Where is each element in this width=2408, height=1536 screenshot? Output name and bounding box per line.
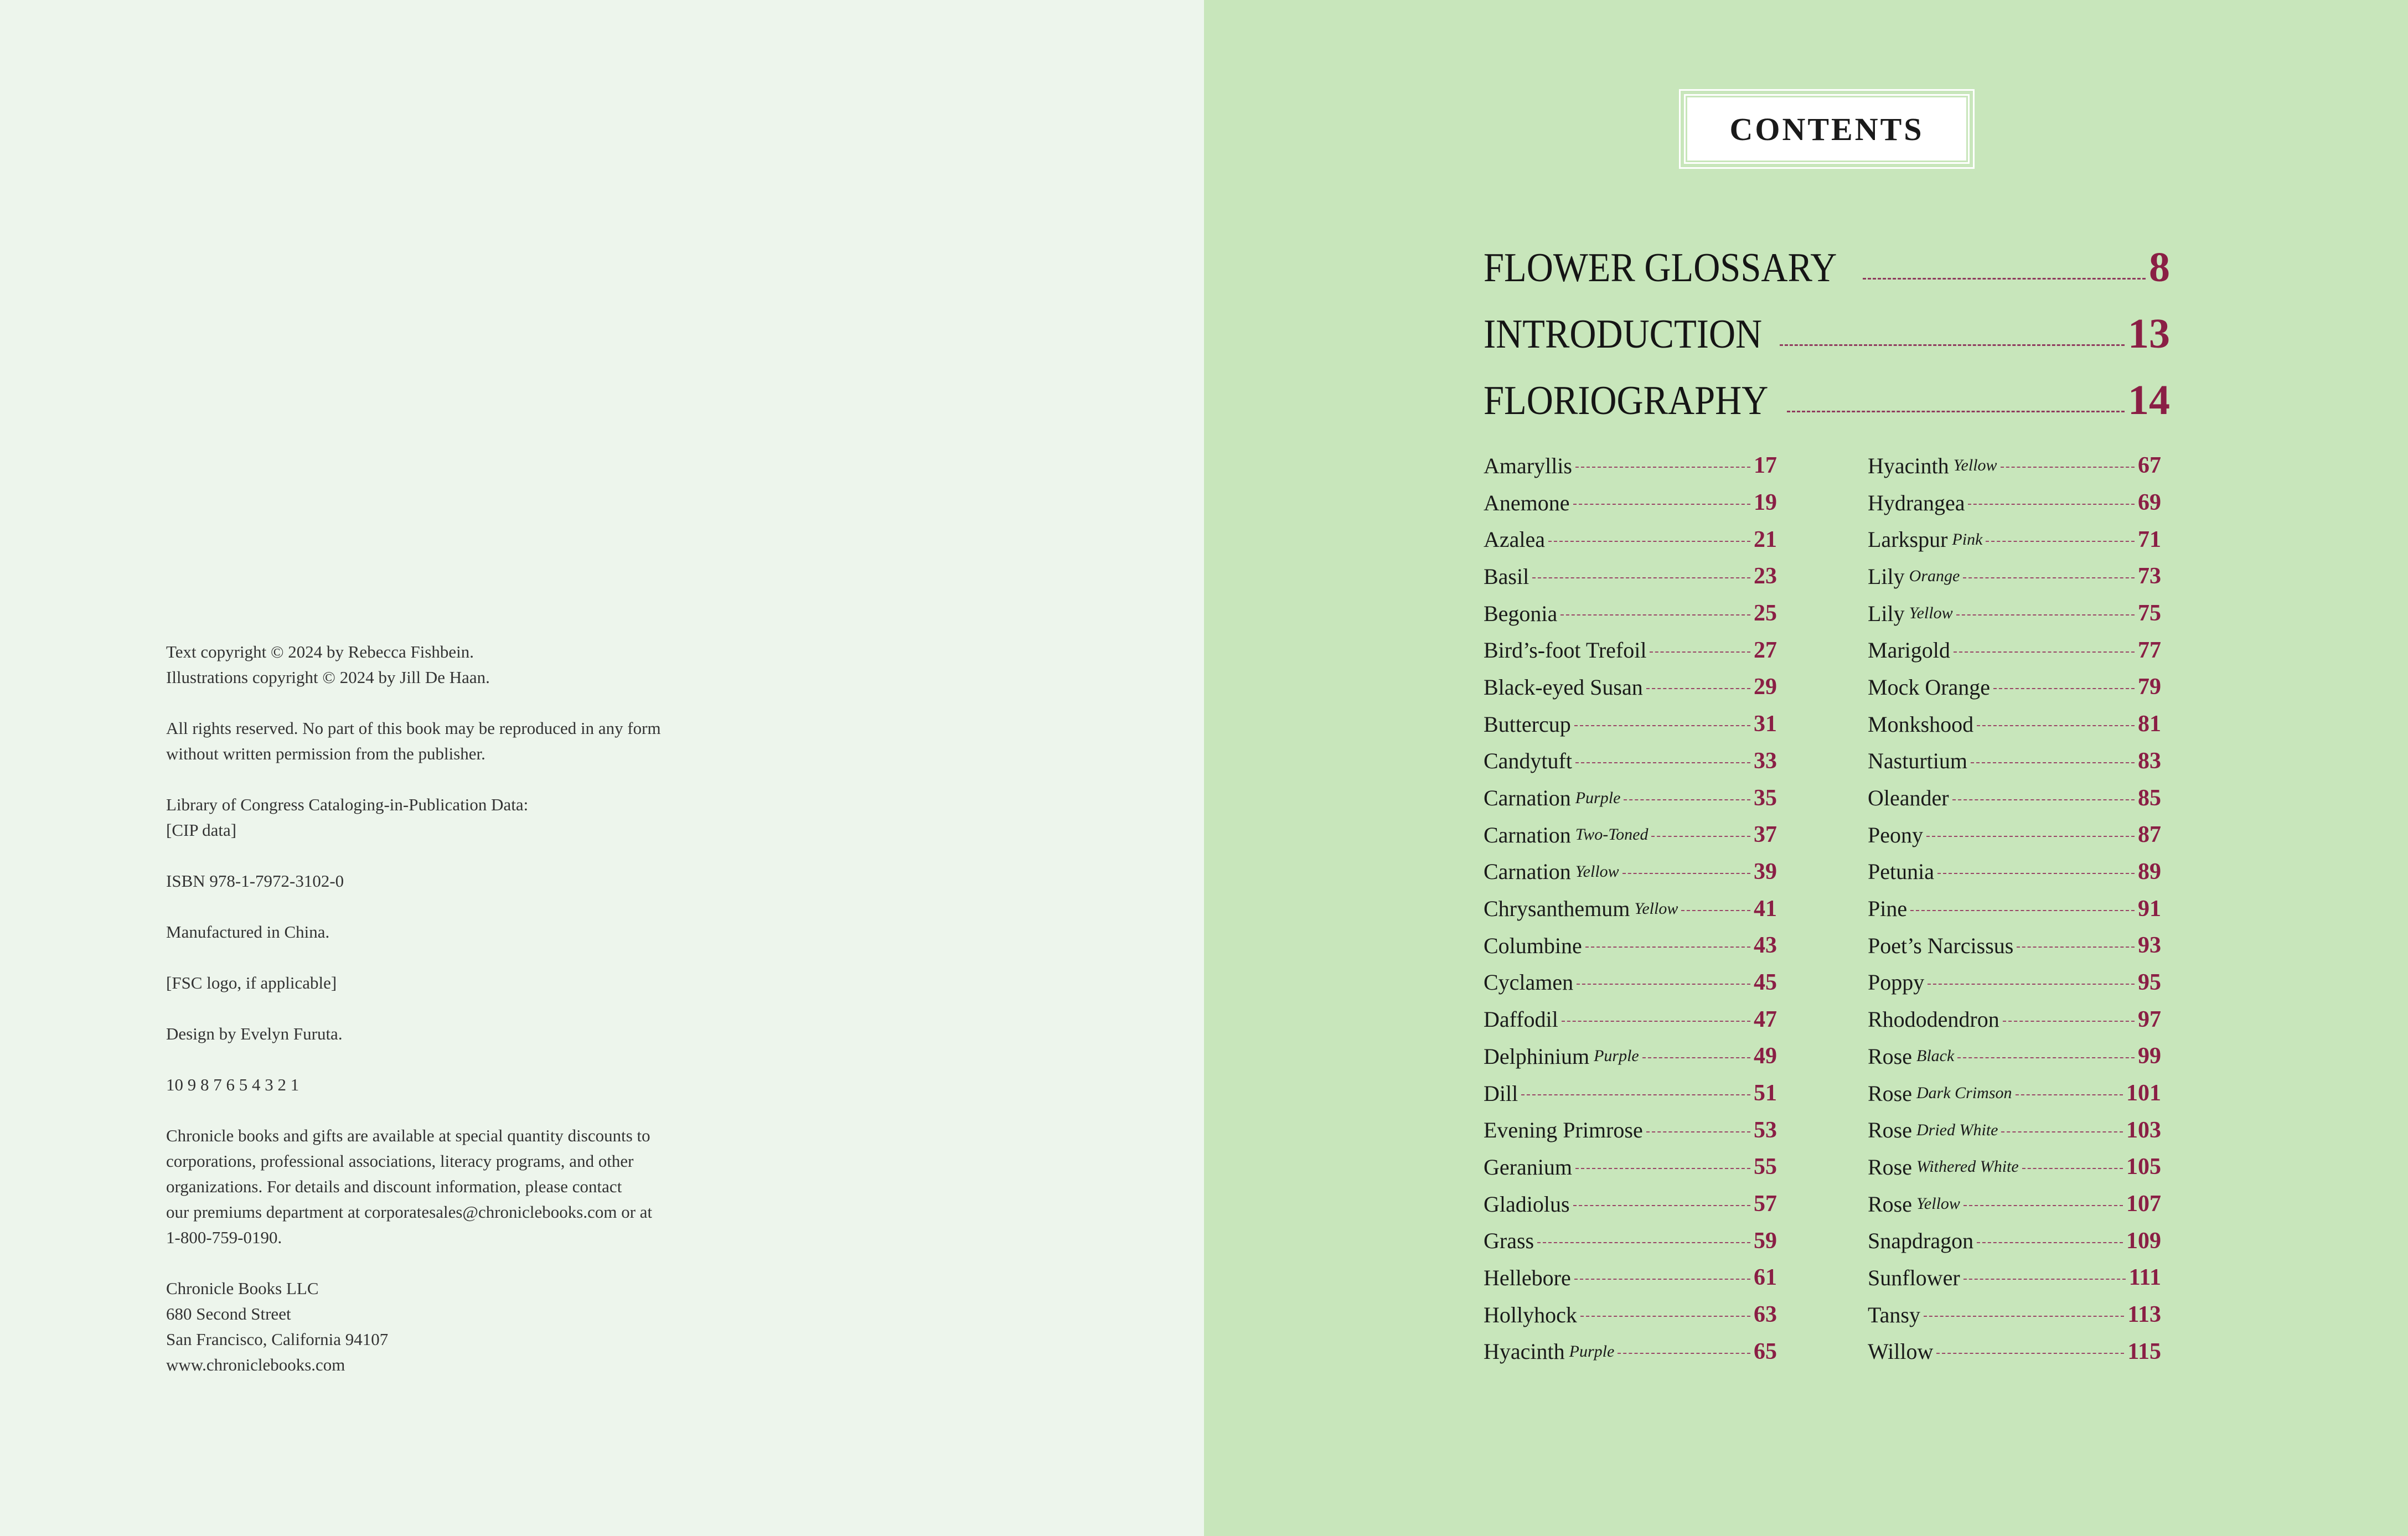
toc-entry-page: 83 — [2138, 748, 2161, 774]
toc-entry-page: 29 — [1754, 674, 1777, 700]
toc-entry-name: Rose — [1868, 1043, 1912, 1069]
toc-entry-name: Buttercup — [1484, 711, 1571, 737]
toc-entry-page: 67 — [2138, 453, 2161, 479]
toc-entry[interactable] — [1868, 927, 2161, 964]
toc-entry-page: 21 — [1754, 526, 1777, 552]
toc-entry-name: Grass — [1484, 1228, 1534, 1254]
toc-leader — [1573, 1205, 1750, 1206]
toc-leader — [1548, 541, 1750, 542]
toc-entry-page: 47 — [1754, 1006, 1777, 1032]
copyright-block — [166, 639, 775, 1403]
toc-entry[interactable] — [1484, 447, 1777, 484]
toc-entry-page: 91 — [2138, 896, 2161, 922]
toc-leader — [1646, 688, 1750, 689]
copyright-paragraph — [166, 868, 775, 894]
toc-entry-page: 55 — [1754, 1154, 1777, 1180]
contents-page — [1204, 0, 2408, 1536]
copyright-line: 10 9 8 7 6 5 4 3 2 1 — [166, 1075, 299, 1094]
toc-leader — [1575, 467, 1750, 468]
toc-entry-name: Rhododendron — [1868, 1007, 1999, 1032]
copyright-line: www.chroniclebooks.com — [166, 1355, 345, 1374]
toc-entry-name: Cyclamen — [1484, 970, 1574, 995]
toc-entry[interactable] — [1868, 1186, 2161, 1223]
toc-entry-page: 85 — [2138, 785, 2161, 811]
toc-entry[interactable] — [1484, 1001, 1777, 1038]
toc-leader — [1650, 651, 1750, 653]
toc-entry-page: 31 — [1754, 711, 1777, 737]
copyright-paragraph — [166, 716, 775, 767]
toc-entry-name: Marigold — [1868, 638, 1950, 663]
copyright-paragraph — [166, 919, 775, 945]
toc-leader — [1681, 910, 1750, 911]
copyright-line: corporations, professional associations, literacy programs, and other — [166, 1151, 634, 1171]
toc-entry-name: Lily — [1868, 563, 1905, 589]
toc-entry-variant: Purple — [1569, 1342, 1615, 1361]
toc-leader — [1575, 1168, 1750, 1169]
toc-entry-name: Oleander — [1868, 785, 1949, 811]
toc-leader — [1928, 984, 2135, 985]
toc-entry-page: 49 — [1754, 1043, 1777, 1069]
toc-entry[interactable] — [1484, 1333, 1777, 1370]
toc-entry[interactable] — [1868, 816, 2161, 854]
toc-major-page: 8 — [2149, 244, 2170, 291]
toc-entry-page: 113 — [2127, 1302, 2161, 1328]
toc-entry-page: 81 — [2138, 711, 2161, 737]
toc-leader — [1937, 873, 2135, 874]
toc-leader — [1622, 873, 1750, 874]
toc-entry[interactable] — [1484, 890, 1777, 927]
toc-entry[interactable] — [1868, 1222, 2161, 1259]
toc-entry[interactable] — [1868, 743, 2161, 780]
toc-entry-name: Geranium — [1484, 1154, 1572, 1180]
toc-entry[interactable] — [1484, 816, 1777, 854]
toc-entry-page: 35 — [1754, 785, 1777, 811]
toc-entry-name: Azalea — [1484, 527, 1546, 552]
toc-entry-name: Sunflower — [1868, 1265, 1960, 1290]
toc-entry-name: Begonia — [1484, 601, 1558, 626]
toc-entry-variant: Black — [1916, 1047, 1955, 1066]
toc-leader — [1968, 504, 2135, 505]
copyright-line: ISBN 978-1-7972-3102-0 — [166, 871, 344, 891]
toc-leader — [1575, 762, 1750, 763]
toc-leader — [1580, 1316, 1750, 1317]
toc-entry[interactable] — [1868, 1296, 2161, 1333]
toc-entry-page: 101 — [2126, 1080, 2161, 1106]
toc-entry-page: 39 — [1754, 858, 1777, 885]
toc-leader — [1977, 1242, 2123, 1243]
toc-leader — [1924, 1316, 2124, 1317]
toc-entry[interactable] — [1484, 1149, 1777, 1186]
toc-entry-name: Carnation — [1484, 859, 1571, 885]
toc-entry-variant: Two-Toned — [1575, 825, 1649, 844]
toc-leader — [1971, 762, 2135, 763]
toc-leader — [1787, 411, 2125, 412]
toc-entry[interactable] — [1484, 1296, 1777, 1333]
toc-leader — [1986, 541, 2135, 542]
copyright-paragraph — [166, 639, 775, 690]
toc-entry-name: Petunia — [1868, 859, 1934, 885]
toc-leader — [2003, 1021, 2135, 1022]
toc-entry-variant: Yellow — [1953, 456, 1997, 475]
toc-column-2 — [1868, 447, 2161, 1370]
toc-entry-name: Basil — [1484, 563, 1529, 589]
toc-entry-name: Mock Orange — [1868, 674, 1991, 700]
toc-entry-variant: Purple — [1575, 788, 1621, 807]
toc-major-title: FLOWER GLOSSARY — [1484, 245, 1837, 291]
copyright-paragraph — [166, 970, 775, 996]
toc-entry[interactable] — [1868, 1038, 2161, 1075]
toc-entry[interactable] — [1868, 1111, 2161, 1149]
toc-entry-page: 45 — [1754, 969, 1777, 995]
toc-major-title: FLORIOGRAPHY — [1484, 378, 1769, 423]
toc-entry-name: Hyacinth — [1868, 453, 1949, 478]
toc-leader — [1957, 1057, 2135, 1058]
toc-entry[interactable] — [1868, 558, 2161, 595]
toc-entry-variant: Purple — [1594, 1047, 1639, 1066]
toc-leader — [1642, 1057, 1750, 1058]
toc-leader — [1562, 1021, 1750, 1022]
toc-entry[interactable] — [1484, 779, 1777, 816]
toc-entry-page: 111 — [2128, 1265, 2161, 1291]
toc-leader — [1585, 947, 1750, 948]
toc-leader — [1954, 651, 2135, 653]
toc-entry[interactable] — [1484, 1075, 1777, 1112]
toc-entry-page: 87 — [2138, 822, 2161, 848]
toc-entry-page: 77 — [2138, 637, 2161, 663]
toc-entry-name: Chrysanthemum — [1484, 896, 1630, 922]
toc-entry-name: Hydrangea — [1868, 490, 1965, 515]
toc-entry-page: 103 — [2126, 1117, 2161, 1143]
toc-entry-name: Snapdragon — [1868, 1228, 1974, 1254]
toc-entry-page: 95 — [2138, 969, 2161, 995]
toc-entry-page: 41 — [1754, 896, 1777, 922]
toc-entry-page: 63 — [1754, 1302, 1777, 1328]
toc-entry[interactable] — [1484, 558, 1777, 595]
toc-entry[interactable] — [1484, 706, 1777, 743]
copyright-line: All rights reserved. No part of this book may be reproduced in any form — [166, 718, 661, 738]
toc-entry-name: Lily — [1868, 601, 1905, 626]
toc-entry-page: 43 — [1754, 933, 1777, 959]
toc-entry[interactable] — [1868, 1075, 2161, 1112]
toc-entry[interactable] — [1484, 595, 1777, 632]
copyright-line: Manufactured in China. — [166, 922, 330, 942]
copyright-paragraph — [166, 1021, 775, 1047]
toc-entry-page: 71 — [2138, 526, 2161, 552]
toc-entry[interactable] — [1868, 1001, 2161, 1038]
toc-entry-name: Delphinium — [1484, 1043, 1590, 1069]
toc-entry[interactable] — [1868, 1149, 2161, 1186]
toc-entry-name: Anemone — [1484, 490, 1570, 515]
toc-entry-name: Candytuft — [1484, 748, 1572, 774]
toc-leader — [1952, 799, 2135, 800]
toc-entry-page: 19 — [1754, 490, 1777, 516]
toc-entry-name: Monkshood — [1868, 711, 1974, 737]
copyright-paragraph — [166, 1123, 775, 1250]
toc-entry-name: Rose — [1868, 1080, 1912, 1106]
toc-entry[interactable] — [1868, 484, 2161, 521]
toc-entry-variant: Yellow — [1916, 1194, 1960, 1213]
toc-entry-name: Carnation — [1484, 785, 1571, 811]
toc-entry-name: Hollyhock — [1484, 1302, 1577, 1327]
toc-entry[interactable] — [1484, 632, 1777, 669]
toc-entry-name: Larkspur — [1868, 527, 1948, 552]
toc-entry-variant: Pink — [1952, 530, 1983, 549]
copyright-paragraph — [166, 1276, 775, 1378]
toc-entry-page: 75 — [2138, 601, 2161, 627]
copyright-line: Illustrations copyright © 2024 by Jill De Haan. — [166, 668, 490, 687]
toc-entry[interactable] — [1484, 1038, 1777, 1075]
toc-leader — [1646, 1131, 1750, 1132]
toc-leader — [1574, 1279, 1750, 1280]
toc-entry-page: 59 — [1754, 1228, 1777, 1254]
toc-leader — [1537, 1242, 1750, 1243]
toc-entry-variant: Yellow — [1575, 862, 1619, 881]
copyright-line: Text copyright © 2024 by Rebecca Fishbein. — [166, 642, 474, 661]
toc-entry-variant: Yellow — [1634, 899, 1678, 918]
toc-entry[interactable] — [1868, 779, 2161, 816]
toc-leader — [1574, 725, 1750, 726]
toc-major-entry[interactable] — [1484, 376, 2170, 432]
toc-major-page: 14 — [2128, 377, 2170, 423]
toc-leader — [1977, 725, 2135, 726]
toc-leader — [1936, 1353, 2124, 1354]
toc-entry-variant: Dried White — [1916, 1120, 1998, 1139]
toc-leader — [1560, 614, 1750, 616]
copyright-paragraph — [166, 792, 775, 843]
toc-entry-name: Pine — [1868, 896, 1908, 922]
toc-entry-page: 17 — [1754, 453, 1777, 479]
toc-entry[interactable] — [1868, 1259, 2161, 1296]
copyright-line: Chronicle books and gifts are available at special quantity discounts to — [166, 1126, 650, 1145]
toc-entry-name: Nasturtium — [1868, 748, 1967, 774]
toc-entry-name: Rose — [1868, 1154, 1912, 1180]
toc-entry-page: 89 — [2138, 858, 2161, 885]
toc-leader — [1573, 504, 1750, 505]
toc-entry-variant: Yellow — [1909, 604, 1953, 623]
toc-entry-name: Peony — [1868, 822, 1923, 847]
toc-entry-page: 27 — [1754, 637, 1777, 663]
toc-entry-page: 61 — [1754, 1265, 1777, 1291]
toc-entry-name: Carnation — [1484, 822, 1571, 847]
toc-entry[interactable] — [1484, 1222, 1777, 1259]
toc-leader — [1910, 910, 2135, 911]
toc-entry-variant: Dark Crimson — [1916, 1084, 2012, 1103]
toc-entry-name: Rose — [1868, 1118, 1912, 1143]
toc-entry[interactable] — [1868, 1333, 2161, 1370]
toc-entry[interactable] — [1484, 484, 1777, 521]
toc-entry[interactable] — [1484, 1111, 1777, 1149]
toc-entry[interactable] — [1868, 521, 2161, 558]
toc-entry[interactable] — [1484, 854, 1777, 891]
toc-entry-name: Hyacinth — [1484, 1339, 1565, 1364]
toc-leader — [1863, 278, 2146, 280]
toc-entry[interactable] — [1868, 595, 2161, 632]
toc-entry-name: Columbine — [1484, 933, 1582, 958]
toc-entry-page: 65 — [1754, 1338, 1777, 1364]
toc-entry[interactable] — [1868, 706, 2161, 743]
toc-major-title: INTRODUCTION — [1484, 312, 1763, 357]
toc-entry-name: Willow — [1868, 1339, 1934, 1364]
copyright-line: 680 Second Street — [166, 1304, 291, 1323]
toc-entry-name: Evening Primrose — [1484, 1118, 1643, 1143]
toc-major-page: 13 — [2128, 311, 2170, 357]
toc-entry[interactable] — [1484, 743, 1777, 780]
toc-entry-page: 93 — [2138, 933, 2161, 959]
toc-entry-name: Poppy — [1868, 970, 1925, 995]
toc-entry-name: Hellebore — [1484, 1265, 1571, 1290]
toc-entry[interactable] — [1868, 964, 2161, 1001]
toc-leader — [1618, 1353, 1750, 1354]
toc-entry[interactable] — [1484, 1186, 1777, 1223]
toc-entry[interactable] — [1484, 927, 1777, 964]
toc-entry-name: Dill — [1484, 1080, 1518, 1106]
toc-leader — [2001, 467, 2135, 468]
toc-entry-page: 99 — [2138, 1043, 2161, 1069]
toc-entry-page: 115 — [2127, 1338, 2161, 1364]
toc-leader — [2016, 1094, 2123, 1095]
toc-entry[interactable] — [1484, 964, 1777, 1001]
copyright-line: organizations. For details and discount information, please contact — [166, 1177, 622, 1196]
toc-entry-name: Tansy — [1868, 1302, 1920, 1327]
toc-entry-name: Black-eyed Susan — [1484, 674, 1643, 700]
toc-entry-name: Amaryllis — [1484, 453, 1572, 478]
toc-entry[interactable] — [1868, 447, 2161, 484]
toc-entry-name: Gladiolus — [1484, 1191, 1570, 1217]
toc-entry-page: 37 — [1754, 822, 1777, 848]
toc-leader — [1521, 1094, 1750, 1095]
copyright-paragraph — [166, 1072, 775, 1098]
toc-entry-name: Poet’s Narcissus — [1868, 933, 2014, 958]
toc-leader — [2017, 947, 2135, 948]
toc-leader — [2001, 1131, 2123, 1132]
toc-entry-page: 57 — [1754, 1191, 1777, 1217]
toc-entry[interactable] — [1484, 669, 1777, 706]
toc-entry[interactable] — [1868, 890, 2161, 927]
toc-leader — [1624, 799, 1750, 800]
copyright-line: [FSC logo, if applicable] — [166, 973, 337, 992]
toc-entry-page: 107 — [2126, 1191, 2161, 1217]
copyright-line: Chronicle Books LLC — [166, 1279, 319, 1298]
toc-leader — [1577, 984, 1750, 985]
toc-leader — [1651, 836, 1750, 837]
toc-leader — [1963, 577, 2135, 578]
toc-entry-variant: Orange — [1909, 567, 1960, 586]
toc-leader — [1532, 577, 1750, 578]
toc-leader — [1963, 1205, 2123, 1206]
toc-leader — [1926, 836, 2135, 837]
contents-heading: CONTENTS — [1684, 94, 1970, 164]
toc-entry-name: Daffodil — [1484, 1007, 1558, 1032]
toc-entry[interactable] — [1868, 669, 2161, 706]
copyright-line: without written permission from the publisher. — [166, 744, 485, 763]
toc-entry-page: 25 — [1754, 601, 1777, 627]
toc-major-entry[interactable] — [1484, 310, 2170, 365]
toc-entry-page: 33 — [1754, 748, 1777, 774]
copyright-line: [CIP data] — [166, 820, 237, 840]
toc-entry-variant: Withered White — [1916, 1157, 2019, 1176]
copyright-line: our premiums department at corporatesales@chroniclebooks.com or at — [166, 1202, 653, 1222]
toc-entry-name: Bird’s-foot Trefoil — [1484, 638, 1647, 663]
toc-entry-name: Rose — [1868, 1191, 1912, 1217]
toc-entry-page: 23 — [1754, 563, 1777, 589]
toc-major-entry[interactable] — [1484, 244, 2170, 299]
toc-entry-page: 105 — [2126, 1154, 2161, 1180]
toc-entry[interactable] — [1484, 521, 1777, 558]
copyright-line: 1-800-759-0190. — [166, 1228, 282, 1247]
toc-entry-page: 53 — [1754, 1117, 1777, 1143]
toc-entry-page: 51 — [1754, 1080, 1777, 1106]
toc-entry[interactable] — [1868, 854, 2161, 891]
toc-entry-page: 79 — [2138, 674, 2161, 700]
copyright-line: Library of Congress Cataloging-in-Publication Data: — [166, 795, 529, 814]
toc-entry-page: 69 — [2138, 490, 2161, 516]
copyright-line: San Francisco, California 94107 — [166, 1330, 389, 1349]
toc-leader — [1963, 1279, 2126, 1280]
toc-entry[interactable] — [1484, 1259, 1777, 1296]
toc-entry-page: 73 — [2138, 563, 2161, 589]
toc-entry-page: 97 — [2138, 1006, 2161, 1032]
toc-entry[interactable] — [1868, 632, 2161, 669]
copyright-line: Design by Evelyn Furuta. — [166, 1024, 343, 1043]
toc-leader — [1993, 688, 2135, 689]
toc-column-1 — [1484, 447, 1777, 1370]
toc-entry-page: 109 — [2126, 1228, 2161, 1254]
toc-leader — [1956, 614, 2135, 616]
toc-leader — [2022, 1168, 2123, 1169]
toc-leader — [1780, 344, 2125, 346]
